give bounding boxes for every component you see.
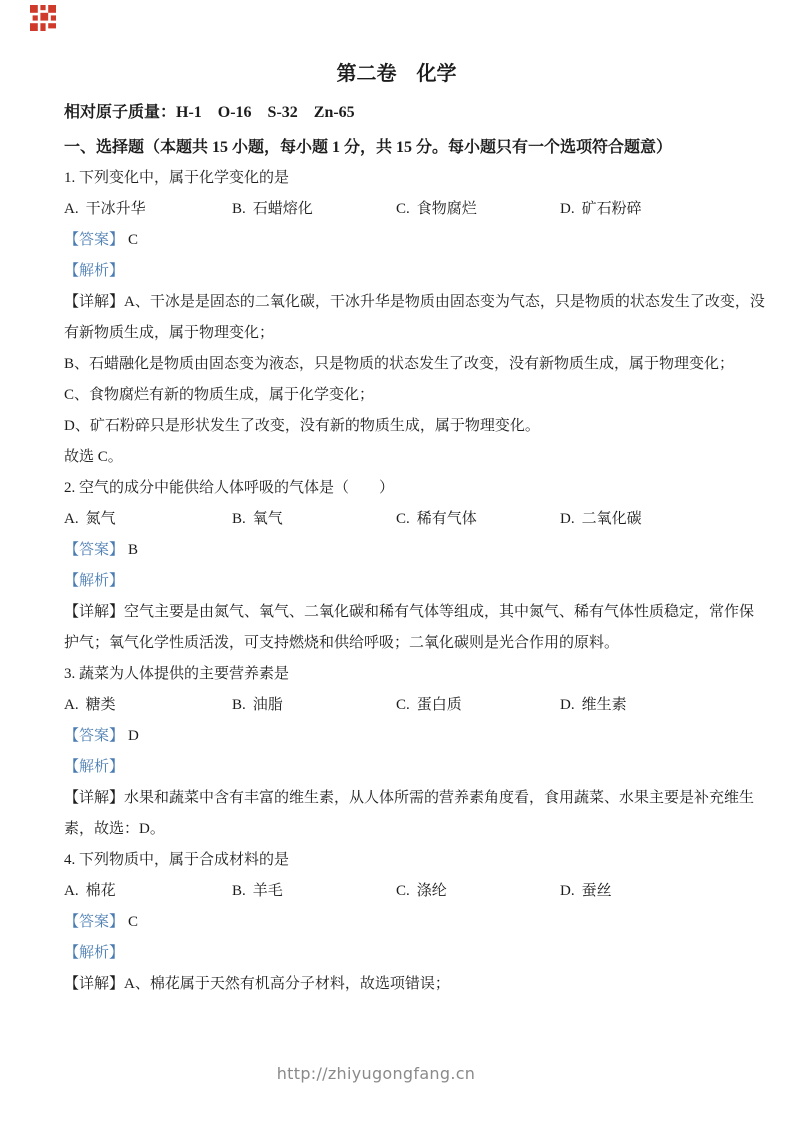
analysis-tag: 【解析】: [64, 573, 125, 589]
option-b: [232, 690, 396, 721]
analysis-line: [64, 752, 757, 783]
option-text: 干冰升华: [85, 201, 146, 217]
option-label: D.: [560, 201, 575, 217]
option-text: 羊毛: [252, 883, 283, 899]
detail-line: 故选 C。: [64, 449, 123, 465]
option-text: 稀有气体: [416, 511, 477, 527]
option-text: 油脂: [252, 697, 283, 713]
option-text: 氧气: [252, 511, 283, 527]
options-row: [64, 504, 757, 535]
detail-line: 【详解】A、棉花属于天然有机高分子材料，故选项错误；: [64, 976, 450, 992]
option-label: B.: [232, 511, 246, 527]
section-heading: 一、选择题（本题共 15 小题，每小题 1 分，共 15 分。每小题只有一个选项符合题意）: [64, 139, 673, 156]
question-2: [64, 473, 757, 659]
answer-line: [64, 721, 757, 752]
site-logo-icon: [30, 5, 56, 31]
option-a: [64, 504, 232, 535]
option-text: 涤纶: [416, 883, 447, 899]
option-b: [232, 876, 396, 907]
analysis-tag: 【解析】: [64, 263, 125, 279]
detail-line: 素，故选：D。: [64, 821, 165, 837]
option-d: [560, 876, 757, 907]
option-d: [560, 690, 757, 721]
analysis-line: [64, 256, 757, 287]
option-a: [64, 690, 232, 721]
answer-value: C: [128, 232, 139, 248]
option-text: 蚕丝: [581, 883, 612, 899]
question-stem: 1. 下列变化中，属于化学变化的是: [64, 170, 290, 186]
option-c: [396, 690, 560, 721]
detail-line: 护气；氧气化学性质活泼，可支持燃烧和供给呼吸；二氧化碳则是光合作用的原料。: [64, 635, 620, 651]
answer-value: B: [128, 542, 139, 558]
option-label: A.: [64, 511, 79, 527]
answer-line: [64, 907, 757, 938]
options-row: [64, 690, 757, 721]
option-label: A.: [64, 883, 79, 899]
page-title: 第二卷 化学: [336, 63, 457, 85]
analysis-line: [64, 566, 757, 597]
relative-atomic-mass-line: 相对原子质量：H-1 O-16 S-32 Zn-65: [64, 104, 355, 121]
answer-tag: 【答案】: [64, 914, 125, 930]
answer-tag: 【答案】: [64, 232, 125, 248]
analysis-tag: 【解析】: [64, 945, 125, 961]
question-stem: 4. 下列物质中，属于合成材料的是: [64, 852, 290, 868]
option-label: D.: [560, 697, 575, 713]
option-text: 氮气: [85, 511, 116, 527]
answer-tag: 【答案】: [64, 542, 125, 558]
option-label: C.: [396, 883, 410, 899]
option-c: [396, 876, 560, 907]
option-label: C.: [396, 697, 410, 713]
option-text: 二氧化碳: [581, 511, 642, 527]
question-3: [64, 659, 757, 845]
question-stem: 2. 空气的成分中能供给人体呼吸的气体是（ ）: [64, 480, 395, 496]
option-label: B.: [232, 697, 246, 713]
question-1: [64, 163, 765, 473]
option-text: 维生素: [581, 697, 627, 713]
option-label: C.: [396, 511, 410, 527]
question-4: [64, 845, 757, 1000]
options-row: [64, 194, 757, 225]
option-label: D.: [560, 883, 575, 899]
analysis-tag: 【解析】: [64, 759, 125, 775]
option-label: D.: [560, 511, 575, 527]
question-stem: 3. 蔬菜为人体提供的主要营养素是: [64, 666, 290, 682]
option-a: [64, 876, 232, 907]
detail-line: D、矿石粉碎只是形状发生了改变，没有新的物质生成，属于物理变化。: [64, 418, 540, 434]
option-text: 蛋白质: [416, 697, 462, 713]
option-text: 石蜡熔化: [252, 201, 313, 217]
option-text: 糖类: [85, 697, 116, 713]
option-c: [396, 504, 560, 535]
option-b: [232, 194, 396, 225]
option-c: [396, 194, 560, 225]
detail-line: 【详解】A、干冰是是固态的二氧化碳，干冰升华是物质由固态变为气态，只是物质的状态发生了改变，没: [64, 294, 765, 310]
option-label: A.: [64, 201, 79, 217]
answer-value: C: [128, 914, 139, 930]
option-b: [232, 504, 396, 535]
detail-line: 有新物质生成，属于物理变化；: [64, 325, 275, 341]
detail-line: 【详解】空气主要是由氮气、氧气、二氧化碳和稀有气体等组成，其中氮气、稀有气体性质稳定，常作保: [64, 604, 755, 620]
detail-line: C、食物腐烂有新的物质生成，属于化学变化；: [64, 387, 375, 403]
option-text: 食物腐烂: [416, 201, 477, 217]
detail-line: B、石蜡融化是物质由固态变为液态，只是物质的状态发生了改变，没有新物质生成，属于物理变化；: [64, 356, 735, 372]
option-d: [560, 504, 757, 535]
option-label: B.: [232, 201, 246, 217]
questions-area: [0, 163, 793, 1000]
analysis-line: [64, 938, 757, 969]
option-label: C.: [396, 201, 410, 217]
option-text: 棉花: [85, 883, 116, 899]
option-a: [64, 194, 232, 225]
option-d: [560, 194, 757, 225]
answer-tag: 【答案】: [64, 728, 125, 744]
answer-line: [64, 225, 757, 256]
option-label: B.: [232, 883, 246, 899]
option-text: 矿石粉碎: [581, 201, 642, 217]
detail-line: 【详解】水果和蔬菜中含有丰富的维生素，从人体所需的营养素角度看，食用蔬菜、水果主要是补充维生: [64, 790, 755, 806]
watermark-url: http://zhiyugongfang.cn: [276, 1064, 476, 1083]
answer-line: [64, 535, 757, 566]
answer-value: D: [128, 728, 139, 744]
option-label: A.: [64, 697, 79, 713]
options-row: [64, 876, 757, 907]
